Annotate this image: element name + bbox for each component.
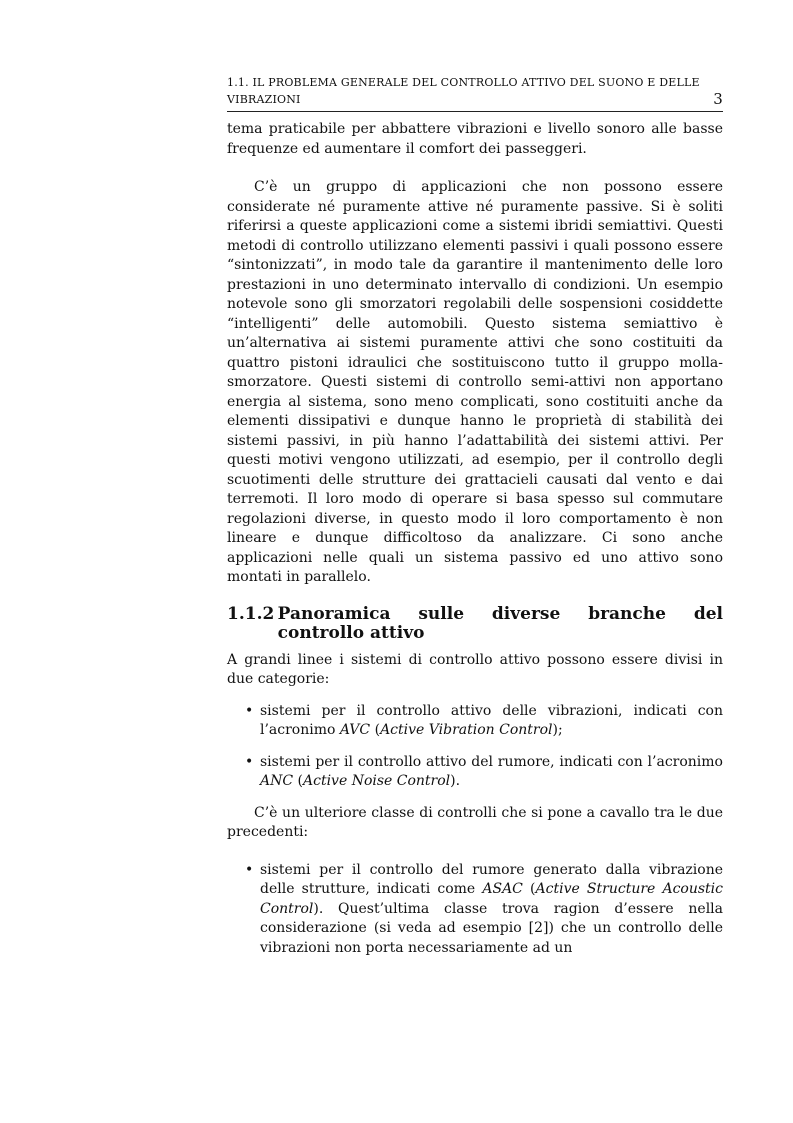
paragraph-1: tema praticabile per abbattere vibrazioni e livello sonoro alle basse frequenze ed aumentare il comfort dei passeggeri. <box>227 121 723 157</box>
section-number: 1.1.2 <box>227 603 275 624</box>
header-row2 <box>227 91 723 108</box>
list-item-asac: • sistemi per il controllo del rumore generato dalla vibrazione delle strutture, indicati come ASAC (Active Structure Acoustic Control). Quest’ultima classe trova ragion d’essere nella considerazione (si veda ad esempio [2]) che un controllo delle vibrazioni non porta necessariamente ad un <box>245 861 723 956</box>
category-list <box>227 702 723 792</box>
full-name-avc: Active Vibration Control <box>380 722 553 738</box>
header-title-line2: VIBRAZIONI <box>227 93 301 106</box>
paragraph-2: C’è un gruppo di applicazioni che non possono essere considerate né puramente attive né puramente passive. Si è soliti riferirsi a queste applicazioni come a sistemi ibridi semiattivi. Questi metodi di controllo utilizzano elementi passivi i quali possono essere “sintonizzati”, in modo tale da garantire il mantenimento delle loro prestazioni in uno determinato intervallo di condizioni. Un esempio notevole sono gli smorzatori regolabili delle sospensioni cosiddette “intelligenti” delle automobili. Questo sistema semiattivo è un’alternativa ai sistemi puramente attivi che sono costituiti da quattro pistoni idraulici che sostituiscono tutto il gruppo molla-smorzatore. Questi sistemi di controllo semi-attivi non apportano energia al sistema, sono meno complicati, sono costituiti anche da elementi dissipativi e dunque hanno le proprietà di stabilità dei sistemi passivi, in più hanno l’adattabilità dei sistemi attivi. Per questi motivi vengono utilizzati, ad esempio, per il controllo degli scuotimenti delle strutture dei grattacieli causati dal vento e dai terremoti. Il loro modo di operare si basa spesso sul commutare regolazioni diverse, in questo modo il loro comportamento è non lineare e dunque difficoltoso da analizzare. Ci sono anche applicazioni nelle quali un sistema passivo ed uno attivo sono montati in parallelo. <box>227 179 723 585</box>
full-name-asac: Active Structure Acoustic Control <box>260 881 723 917</box>
body-text <box>227 120 723 970</box>
third-class-list <box>227 861 723 959</box>
page-number: 3 <box>713 90 723 108</box>
intro-third-class: C’è un ulteriore classe di controlli che si pone a cavallo tra le due precedenti: <box>227 804 723 840</box>
section-title: Panoramica sulle diverse branche del controllo attivo <box>277 603 723 643</box>
bullet-icon: • <box>245 753 254 770</box>
list-item-anc: • sistemi per il controllo attivo del rumore, indicati con l’acronimo ANC (Active Noise Control). <box>245 753 723 789</box>
running-header <box>227 74 723 112</box>
bullet-icon: • <box>245 702 254 719</box>
acronym-avc: AVC <box>339 722 371 738</box>
list-item-avc: • sistemi per il controllo attivo delle vibrazioni, indicati con l’acronimo AVC (Active Vibration Control); <box>245 702 723 738</box>
acronym-anc: ANC <box>260 773 294 789</box>
header-title-line1: 1.1. IL PROBLEMA GENERALE DEL CONTROLLO ATTIVO DEL SUONO E DELLE <box>227 76 700 89</box>
full-name-anc: Active Noise Control <box>303 773 451 789</box>
section-heading <box>227 605 723 644</box>
acronym-asac: ASAC <box>482 881 523 897</box>
bullet-icon: • <box>245 861 254 878</box>
intro-categories: A grandi linee i sistemi di controllo attivo possono essere divisi in due categorie: <box>227 651 723 687</box>
